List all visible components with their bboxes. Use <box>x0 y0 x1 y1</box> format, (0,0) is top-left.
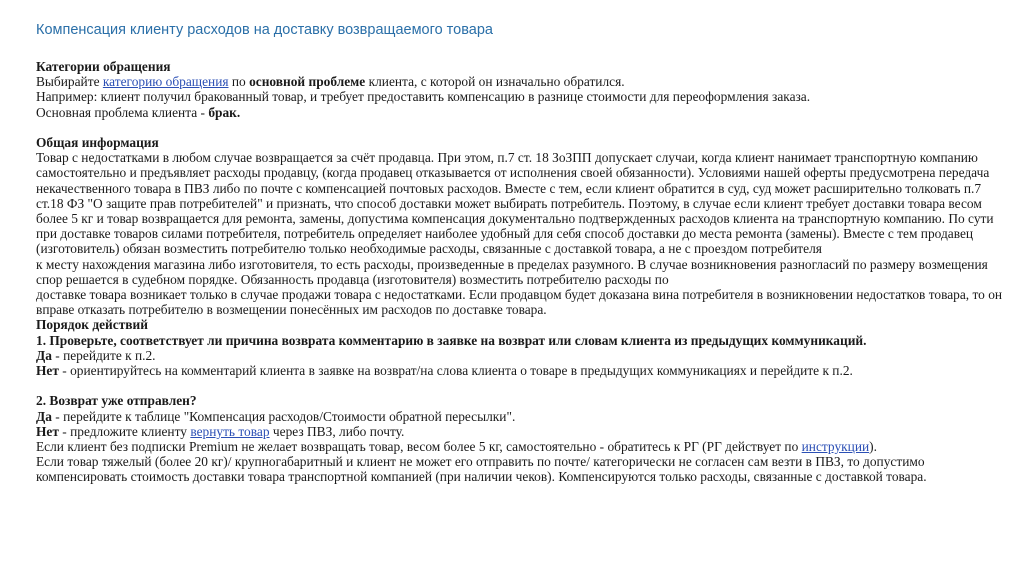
categories-line-3-bold: брак. <box>208 104 241 120</box>
step-2-heading <box>36 393 1011 408</box>
general-heading <box>36 135 1011 150</box>
page-title: Компенсация клиенту расходов на доставку возвращаемого товара <box>36 22 493 38</box>
heavy-item-line: Если товар тяжелый (более 20 кг)/ крупногабаритный и клиент не может его отправить по почте/ категорически не согласен сам везти в ПВЗ, то допустимо компенсировать стоимость доставки товара транспортной компанией (при наличии чеков). Компенсируются только расходы, связанные с доставкой товара. <box>36 454 927 485</box>
step-1-yes <box>36 348 1011 363</box>
categories-line-2: Например: клиент получил бракованный товар, и требует предоставить компенсацию в разнице стоимости для переоформления заказа. <box>36 89 811 105</box>
premium-line-pre: Если клиент без подписки Premium не желает возвращать товар, весом более 5 кг, самостоятельно - обратитесь к РГ (РГ действует по <box>36 439 802 455</box>
step-2-no-label: Нет <box>36 423 59 439</box>
general-paragraph-1: Товар с недостатками в любом случае возвращается за счёт продавца. При этом, п.7 ст. 18 ЗоЗПП допускает случаи, когда клиент нанимает транспортную компанию самостоятельно и предъявляет расходы продавцу, (когда продавец отказывается от исполнения своей обязанности). Условиями нашей оферты предусмотрена передача некачественного товара в ПВЗ либо по почте с компенсацией почтовых расходов. Вместе с тем, если клиент обратится в суд, суд может расширительно толковать п.7 ст.18 ФЗ "О защите прав потребителей" и признать, что способ доставки может выбирать потребитель. Поэтому, в случае если клиент требует доставки товара весом более 5 кг и товар возвращается для ремонта, замены, допустима компенсация документально подтвержденных расходов клиента на транспортную компанию. По сути при доставке товаров силами потребителя, потребитель определяет наиболее удобный для себя способ доставки до места ремонта (замены). Вместе с тем продавец (изготовитель) обязан возместить потребителю только необходимые расходы, связанные с доставкой товара, а не с проездом потребителя <box>36 150 994 257</box>
categories-heading-text: Категории обращения <box>36 59 171 74</box>
premium-line-post: ). <box>869 439 877 455</box>
step-1-heading-text: 1. Проверьте, соответствует ли причина возврата комментарию в заявке на возврат или словам клиента из предыдущих коммуникаций. <box>36 332 867 348</box>
step-2-yes-text: - перейдите к таблице "Компенсация расходов/Стоимости обратной пересылки". <box>51 408 516 424</box>
step-1-yes-text: - перейдите к п.2. <box>51 347 156 363</box>
step-2-yes-label: Да <box>36 408 52 424</box>
categories-line-1-mid: по <box>228 74 250 90</box>
procedure-heading <box>36 317 1011 332</box>
step-2-no <box>36 424 1011 439</box>
step-1-no <box>36 363 1011 378</box>
procedure-heading-text: Порядок действий <box>36 317 148 333</box>
step-2-heading-text: 2. Возврат уже отправлен? <box>36 393 197 409</box>
step-1-heading <box>36 333 1011 348</box>
categories-line-1-bold: основной проблеме <box>249 74 366 90</box>
instructions-link[interactable]: инструкции <box>801 439 870 455</box>
step-1-no-text: - ориентируйтесь на комментарий клиента в заявке на возврат/на слова клиента о товаре в предыдущих коммуникациях и перейдите к п.2. <box>58 363 853 379</box>
categories-line-1-pre: Выбирайте <box>36 74 103 90</box>
general-paragraph-2: к месту нахождения магазина либо изготовителя, то есть расходы, произведенные в пределах разумного. В случае возникновения разногласий по размеру возмещения спор решается в судебном порядке. Обязанность продавца (изготовителя) возместить потребителю расходы по <box>36 256 988 287</box>
step-2-yes <box>36 409 1011 424</box>
categories-line-1-post: клиента, с которой он изначально обратился. <box>365 74 625 90</box>
spacer <box>36 120 1011 135</box>
premium-line <box>36 439 1011 454</box>
categories-line-3-pre: Основная проблема клиента - <box>36 104 209 120</box>
categories-line-3 <box>36 105 1011 120</box>
step-1-yes-label: Да <box>36 347 52 363</box>
step-2-no-post: через ПВЗ, либо почту. <box>269 423 405 439</box>
spacer <box>36 378 1011 393</box>
categories-heading <box>36 59 1011 74</box>
step-1-no-label: Нет <box>36 363 59 379</box>
step-2-no-pre: - предложите клиенту <box>58 423 191 439</box>
category-link[interactable]: категорию обращения <box>102 74 229 90</box>
categories-line-1 <box>36 74 1011 89</box>
content-body <box>36 59 1011 485</box>
general-paragraph-3: доставке товара возникает только в случае продажи товара с недостатками. Если продавцом будет доказана вина потребителя в возникновении недостатков товара, то он вправе отказать потребителю в возмещении понесённых им расходов по доставке товара. <box>36 287 1003 318</box>
return-item-link[interactable]: вернуть товар <box>190 423 270 439</box>
general-heading-text: Общая информация <box>36 135 159 150</box>
